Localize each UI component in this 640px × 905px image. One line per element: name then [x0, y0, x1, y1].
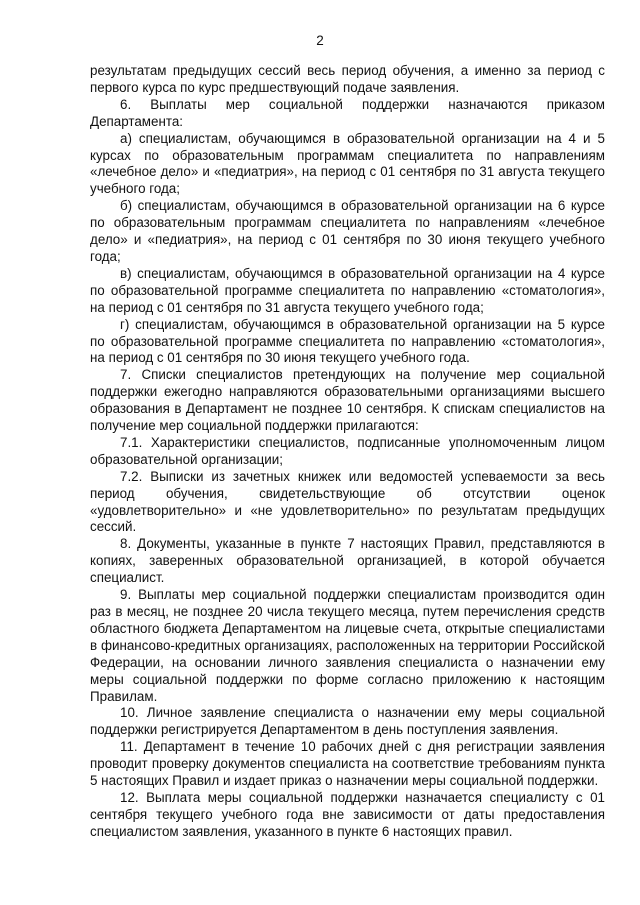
- paragraph-item-6g: г) специалистам, обучающимся в образовательной организации на 5 курсе по образовательной программе специалитета по направлению «стоматология», на период с 01 сентября по 30 июня текущего учебного года.: [90, 316, 605, 366]
- paragraph-item-6b: б) специалистам, обучающимся в образовательной организации на 6 курсе по образовательным программам специалитета по направлениям «лечебное дело» и «педиатрия», на период с 01 сентября по 30 июня текущего учебного года;: [90, 198, 605, 264]
- paragraph-item-9: 9. Выплаты мер социальной поддержки специалистам производится один раз в месяц, не позднее 20 числа текущего месяца, путем перечисления средств областного бюджета Департаментом на лицевые счета, открытые специалистами в финансово-кредитных организациях, расположенных на территории Российской Федерации, на основании личного заявления специалиста о назначении ему меры социальной поддержки по форме согласно приложению к настоящим Правилам.: [90, 587, 605, 704]
- paragraph-continuation: результатам предыдущих сессий весь период обучения, а именно за период с первого курса по курс предшествующий подаче заявления.: [90, 63, 605, 95]
- paragraph-item-6: 6. Выплаты мер социальной поддержки назначаются приказом Департамента:: [90, 96, 605, 129]
- paragraph-item-11: 11. Департамент в течение 10 рабочих дней с дня регистрации заявления проводит проверку документов специалиста на соответствие требованиям пункта 5 настоящих Правил и издает приказ о назначении меры социальной поддержки.: [90, 739, 605, 789]
- document-body: [90, 63, 605, 841]
- paragraph-item-12: 12. Выплата меры социальной поддержки назначается специалисту с 01 сентября текущего учебного года вне зависимости от даты предоставления специалистом заявления, указанного в пункте 6 настоящих правил.: [90, 789, 605, 839]
- paragraph-item-7-1: 7.1. Характеристики специалистов, подписанные уполномоченным лицом образовательной организации;: [90, 434, 605, 467]
- paragraph-item-7-2: 7.2. Выписки из зачетных книжек или ведомостей успеваемости за весь период обучения, свидетельствующие об отсутствии оценок «удовлетворительно» и «не удовлетворительно» по результатам предыдущих сессий.: [90, 468, 605, 535]
- paragraph-item-10: 10. Личное заявление специалиста о назначении ему меры социальной поддержки регистрируется Департаментом в день поступления заявления.: [90, 705, 605, 738]
- paragraph-item-6a: а) специалистам, обучающимся в образовательной организации на 4 и 5 курсах по образовательным программам специалитета по направлениям «лечебное дело» и «педиатрия», на период с 01 сентября по 31 августа текущего учебного года;: [90, 130, 605, 197]
- paragraph-item-7: 7. Списки специалистов претендующих на получение мер социальной поддержки ежегодно направляются образовательными организациями высшего образования в Департамент не позднее 10 сентября. К спискам специалистов на получение мер социальной поддержки прилагаются:: [90, 367, 605, 434]
- page-number: 2: [316, 33, 324, 48]
- paragraph-item-6v: в) специалистам, обучающимся в образовательной организации на 4 курсе по образовательной программе специалитета по направлению «стоматология», на период с 01 сентября по 31 августа текущего учебного года;: [90, 265, 605, 315]
- paragraph-item-8: 8. Документы, указанные в пункте 7 настоящих Правил, представляются в копиях, заверенных образовательной организацией, в которой обучается специалист.: [90, 536, 605, 586]
